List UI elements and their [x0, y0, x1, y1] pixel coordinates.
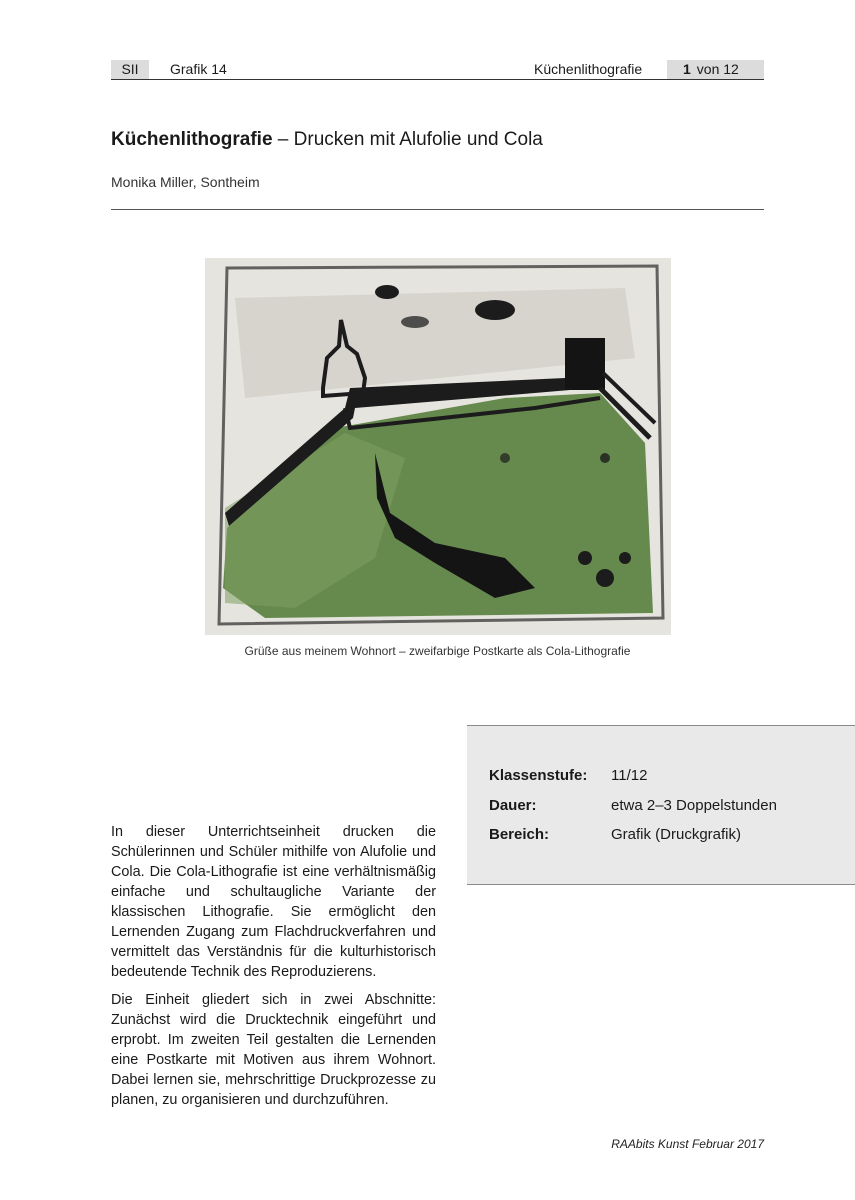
- info-value: Grafik (Druckgrafik): [611, 826, 742, 843]
- dot-3: [619, 552, 631, 564]
- page-number: 1: [683, 61, 691, 77]
- info-label: Bereich:: [489, 826, 550, 843]
- info-value: etwa 2–3 Doppelstunden: [611, 797, 777, 814]
- info-label: Dauer:: [489, 797, 537, 814]
- category-label: Grafik 14: [170, 61, 227, 77]
- running-title: Küchenlithografie: [534, 61, 643, 77]
- info-label: Klassenstufe:: [489, 767, 588, 784]
- dot-2: [596, 569, 614, 587]
- level-badge: SII: [111, 60, 149, 79]
- author-line: Monika Miller, Sontheim: [111, 174, 260, 190]
- page-indicator: [667, 60, 764, 79]
- paragraph: In dieser Unterrichtseinheit drucken die Schülerinnen und Schüler mithilfe von Alufolie und Cola. Die Cola-Lithografie ist eine verhältnismäßig einfache und schultaugliche Variante der klassischen Lithografie. Sie ermöglicht den Lernenden Zugang zum Flachdruckverfahren und vermittelt das Verständnis für die kulturhistorisch bedeutende Technik des Reproduzierens.: [111, 824, 436, 980]
- cloud-2: [475, 300, 515, 320]
- dot-1: [578, 551, 592, 565]
- page-title: [111, 127, 543, 153]
- figure-caption: Grüße aus meinem Wohnort – zweifarbige Postkarte als Cola-Lithografie: [244, 644, 631, 658]
- lithograph-print-image: [205, 258, 671, 635]
- dot-4: [500, 453, 510, 463]
- title-subtitle: – Drucken mit Alufolie und Cola: [272, 129, 543, 150]
- paragraph: Die Einheit gliedert sich in zwei Abschnitte: Zunächst wird die Drucktechnik eingeführt und erprobt. Im zweiten Teil gestalten die Lernenden eine Postkarte mit Motiven aus ihrem Wohnort. Dabei lernen sie, mehrschrittige Druckprozesse zu planen, zu organisieren und durchzuführen.: [111, 992, 436, 1108]
- tower: [565, 338, 605, 390]
- header-divider: [111, 79, 764, 80]
- dot-5: [600, 453, 610, 463]
- page-total: von 12: [696, 61, 739, 77]
- cloud-1: [375, 285, 399, 299]
- footer-source: RAAbits Kunst Februar 2017: [611, 1137, 764, 1151]
- intro-text: [111, 822, 436, 1118]
- info-value: 11/12: [611, 767, 648, 784]
- info-box: [467, 725, 855, 885]
- title-main: Küchenlithografie: [111, 129, 273, 150]
- cloud-3: [401, 316, 429, 328]
- title-divider: [111, 209, 764, 210]
